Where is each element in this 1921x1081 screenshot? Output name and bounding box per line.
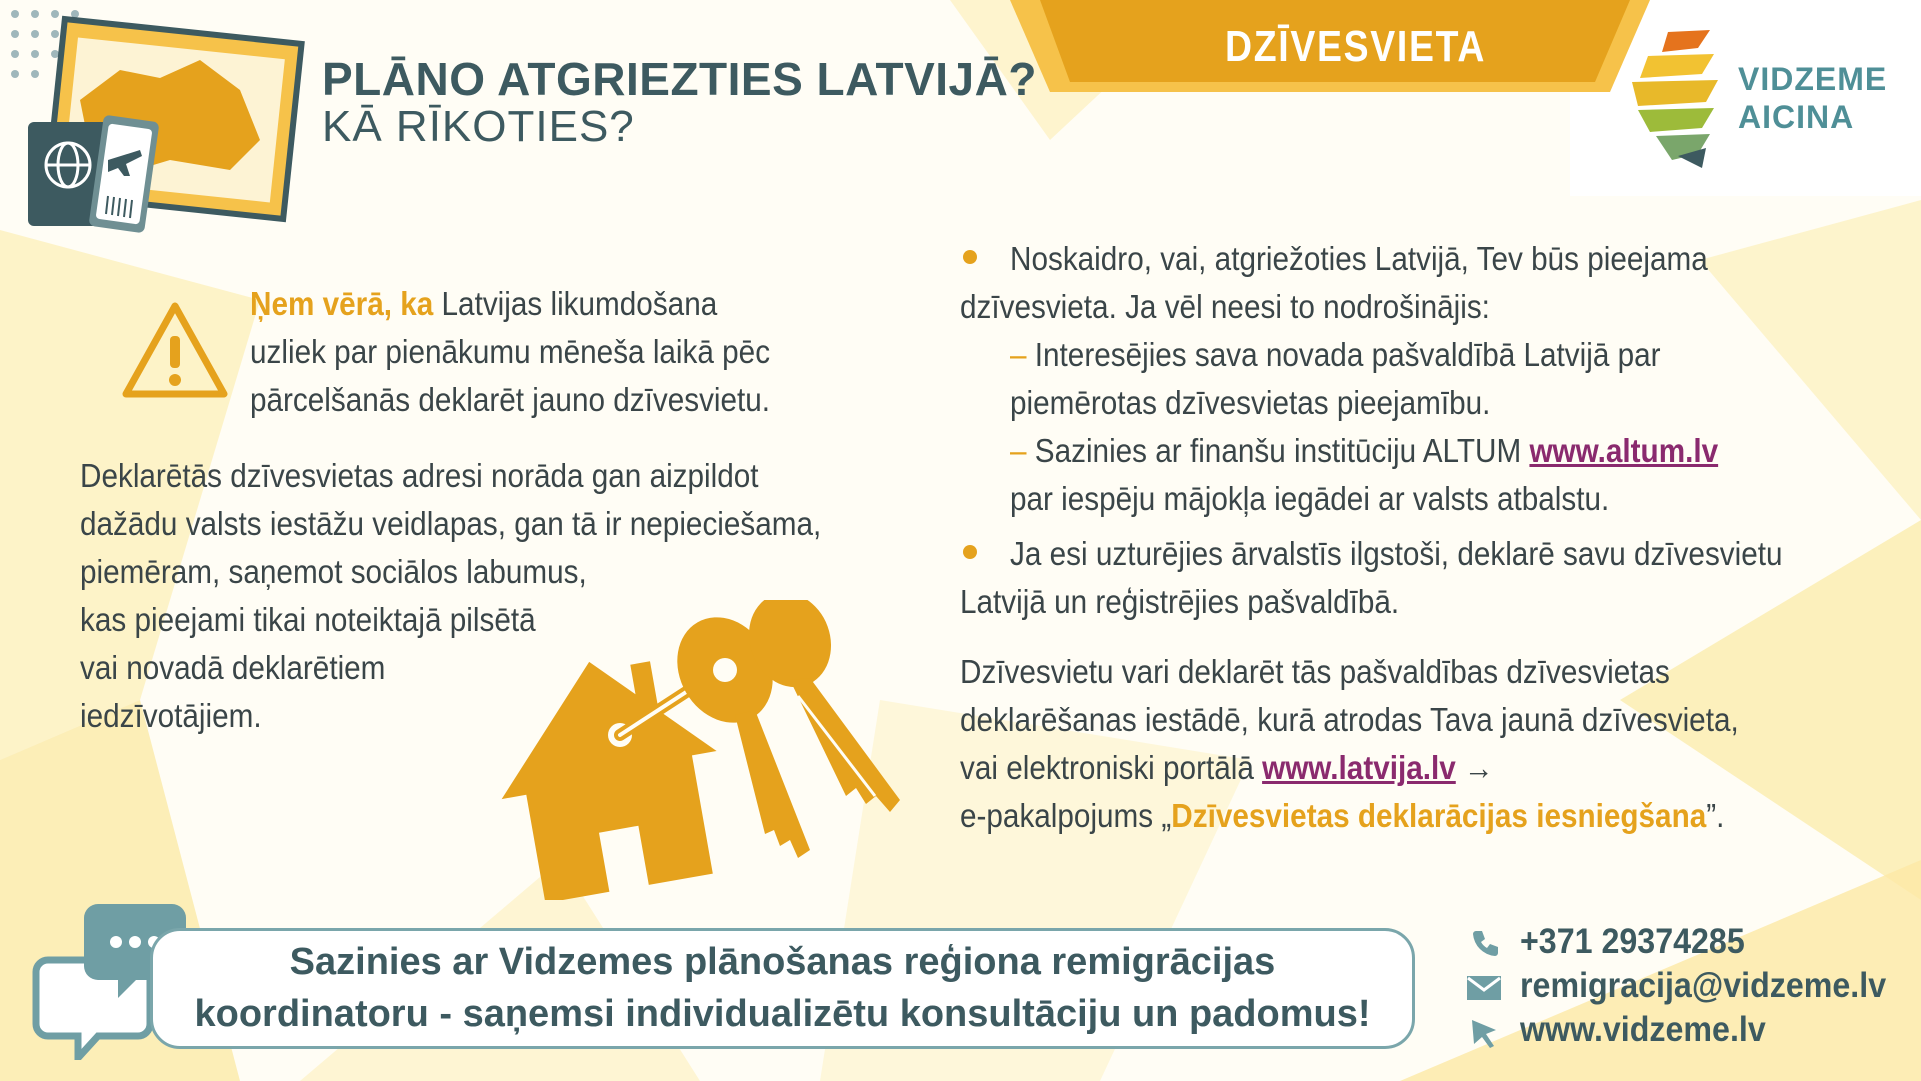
arrow-icon: → [1455, 749, 1494, 786]
contact-callout-line-1: Sazinies ar Vidzemes plānošanas reģiona remigrācijas [289, 941, 1276, 983]
sub-item-2-line-2: par iespēju mājokļa iegādei ar valsts atbalstu. [1010, 480, 1610, 517]
bullet-1 [963, 250, 977, 264]
logo-line-2: AICINA [1738, 99, 1855, 136]
sub-item-1-line-2: piemērotas dzīvesvietas pieejamību. [1010, 384, 1491, 421]
logo-wordmark [1738, 60, 1887, 137]
paragraph-line: Deklarētās dzīvesvietas adresi norāda gan aizpildot [80, 457, 759, 494]
house-keys-illustration [480, 600, 920, 900]
warning-icon [120, 300, 230, 400]
paragraph-line: piemēram, saņemot sociālos labumus, [80, 553, 587, 590]
travel-map-illustration [0, 0, 320, 240]
sub-item-1-text: Interesējies sava novada pašvaldībā Latvijā par [1026, 336, 1661, 373]
contact-email[interactable]: remigracija@vidzeme.lv [1520, 966, 1887, 1005]
declaration-line-4-end: ”. [1706, 797, 1725, 834]
contact-callout-line-2: koordinatoru - saņemsi individualizētu konsultāciju un padomus! [194, 993, 1371, 1035]
warning-lead: Ņem vērā, ka [250, 285, 434, 322]
altum-link[interactable]: www.altum.lv [1529, 432, 1719, 469]
section-tab-label: DZĪVESVIETA [1225, 22, 1487, 71]
contact-callout-text [150, 936, 1415, 1040]
phone-icon [1470, 928, 1500, 958]
warning-line-1-rest: Latvijas likumdošana [433, 285, 718, 322]
logo-line-1: VIDZEME [1738, 61, 1888, 97]
page-title: PLĀNO ATGRIEZTIES LATVIJĀ? [322, 53, 1037, 105]
email-icon [1466, 975, 1502, 1001]
sub-item-1-line-1 [1010, 331, 1661, 379]
warning-line-1 [250, 280, 717, 328]
declaration-line-1: Dzīvesvietu vari deklarēt tās pašvaldības dzīvesvietas [960, 653, 1670, 690]
sub-item-2-line-1 [1010, 427, 1718, 475]
declaration-line-4 [960, 792, 1724, 840]
dash-marker: – [1010, 336, 1027, 373]
bullet-2-line-2: Latvijā un reģistrējies pašvaldībā. [960, 583, 1400, 620]
declaration-line-3-text: vai elektroniski portālā [960, 749, 1263, 786]
paragraph-line: iedzīvotājiem. [80, 697, 262, 734]
latvija-link[interactable]: www.latvija.lv [1262, 749, 1456, 786]
e-service-name: Dzīvesvietas deklarācijas iesniegšana [1171, 797, 1707, 834]
contact-phone[interactable]: +371 29374285 [1520, 922, 1745, 961]
bullet-2 [963, 545, 977, 559]
paragraph-line: kas pieejami tikai noteiktajā pilsētā [80, 601, 536, 638]
declaration-line-2: deklarēšanas iestādē, kurā atrodas Tava jaunā dzīvesvieta, [960, 701, 1739, 738]
page-subtitle: KĀ RĪKOTIES? [322, 102, 635, 151]
contact-website[interactable]: www.vidzeme.lv [1520, 1010, 1766, 1049]
paragraph-line: dažādu valsts iestāžu veidlapas, gan tā ir nepieciešama, [80, 505, 822, 542]
warning-line-2: uzliek par pienākumu mēneša laikā pēc [250, 333, 771, 370]
declaration-line-4-start: e-pakalpojums „ [960, 797, 1172, 834]
sub-item-2-text: Sazinies ar finanšu institūciju ALTUM [1026, 432, 1530, 469]
bullet-1-line-2: dzīvesvieta. Ja vēl neesi to nodrošinājis: [960, 288, 1490, 325]
bullet-2-line-1: Ja esi uzturējies ārvalstīs ilgstoši, deklarē savu dzīvesvietu [1010, 535, 1783, 572]
paragraph-line: vai novadā deklarētiem [80, 649, 386, 686]
declaration-line-3 [960, 744, 1494, 792]
warning-line-3: pārcelšanās deklarēt jauno dzīvesvietu. [250, 381, 771, 418]
vidzeme-logo-mark [1628, 30, 1728, 170]
dash-marker: – [1010, 432, 1027, 469]
bullet-1-line-1: Noskaidro, vai, atgriežoties Latvijā, Tev būs pieejama [1010, 240, 1708, 277]
cursor-pointer-icon [1470, 1018, 1500, 1050]
